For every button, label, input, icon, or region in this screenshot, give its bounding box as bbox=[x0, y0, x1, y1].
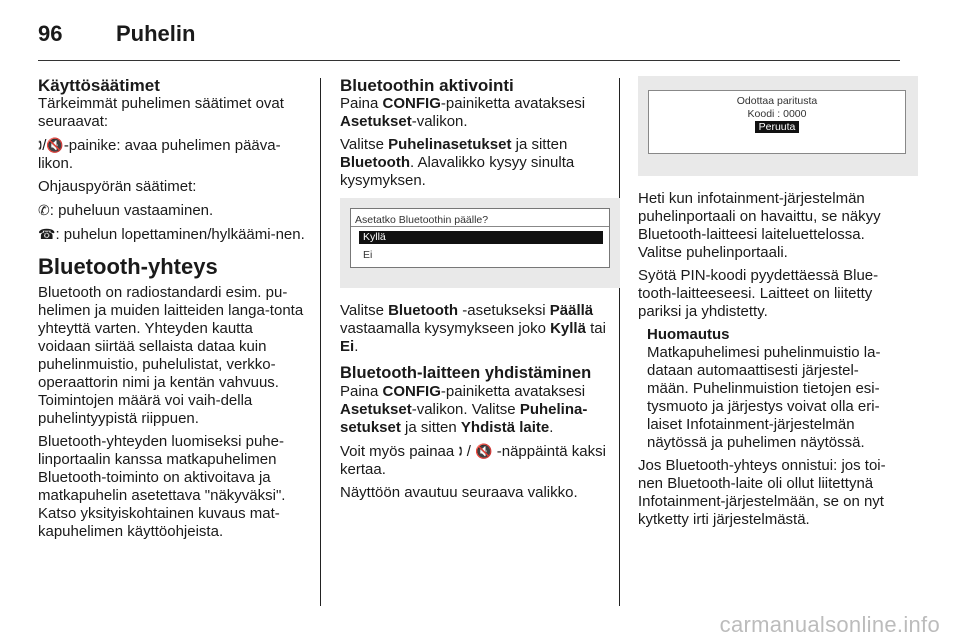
paragraph: Tärkeimmät puhelimen säätimet ovat seuraavat: bbox=[38, 95, 284, 130]
screen-option-no: Ei bbox=[363, 249, 373, 261]
steering-hangup-icon: ☎ bbox=[38, 226, 56, 242]
paragraph: Heti kun infotainment-järjestelmän puhelinportaali on havaittu, se näkyy Bluetooth-laitteesi laiteluettelossa. Valitse puhelinportaali. bbox=[638, 190, 881, 261]
section-title: Puhelin bbox=[116, 21, 196, 46]
screen-question: Asetatko Bluetoothin päälle? bbox=[355, 214, 489, 226]
screen-image-bluetooth-question bbox=[340, 198, 620, 288]
page-number: 96 bbox=[38, 21, 63, 46]
screen-frame bbox=[350, 208, 610, 268]
column-2 bbox=[340, 76, 606, 507]
mute-icon: 🔇 bbox=[46, 137, 64, 153]
paragraph: Ohjauspyörän säätimet: bbox=[38, 178, 197, 195]
heading-activation: Bluetoothin aktivointi bbox=[340, 76, 514, 95]
page-header bbox=[38, 14, 195, 54]
paragraph: Näyttöön avautuu seuraava valikko. bbox=[340, 484, 578, 501]
screen-image-pairing bbox=[638, 76, 918, 176]
paragraph: Voit myös painaa 🕽 / 🔇 -näppäintä kaksi kertaa. bbox=[340, 443, 606, 478]
paragraph: ☎: puhelun lopettaminen/hylkäämi-nen. bbox=[38, 226, 305, 243]
mute-icon: 🔇 bbox=[475, 443, 493, 459]
paragraph: Bluetooth on radiostandardi esim. pu-helimen ja muiden laitteiden langa-tonta yhteyttä varten. Yhteyden kautta voidaan siirtää sellaista dataa kuin puhelinmuistio, puhelulistat, verkko-operaattorin nimi ja kentän vahvuus. Toimintojen määrä voi vaih-della puhelintyypistä riippuen. bbox=[38, 284, 304, 427]
heading-pairing: Bluetooth-laitteen yhdistäminen bbox=[340, 364, 592, 382]
heading-bluetooth: Bluetooth-yhteys bbox=[38, 254, 218, 279]
paragraph: Valitse Bluetooth -asetukseksi Päällä vastaamalla kysymykseen joko Kyllä tai Ei. bbox=[340, 302, 606, 355]
header-rule bbox=[38, 60, 900, 61]
paragraph: Bluetooth-yhteyden luomiseksi puhe-linportaalin kanssa matkapuhelimen Bluetooth-toiminto on aktivoitava ja matkapuhelin asetettava "näkyväksi". Katso yksityiskohtainen kuvaus mat-kapuhelimen käyttöohjeista. bbox=[38, 433, 286, 540]
screen-code-text: Koodi : 0000 bbox=[747, 108, 807, 120]
column-divider bbox=[320, 78, 321, 606]
steering-answer-icon: ✆ bbox=[38, 202, 50, 218]
screen-cancel-button: Peruuta bbox=[755, 121, 800, 133]
paragraph: ✆: puheluun vastaaminen. bbox=[38, 202, 214, 219]
paragraph: Syötä PIN-koodi pyydettäessä Blue-tooth-laitteeseesi. Laitteet on liitetty pariksi ja yhdistetty. bbox=[638, 267, 879, 320]
paragraph: Paina CONFIG-painiketta avataksesi Asetukset-valikon. Valitse Puhelina-setukset ja sitten Yhdistä laite. bbox=[340, 383, 588, 436]
screen-option-yes: Kyllä bbox=[359, 231, 603, 244]
note-title: Huomautus bbox=[647, 326, 730, 343]
paragraph: Jos Bluetooth-yhteys onnistui: jos toi-nen Bluetooth-laite oli ollut liitettynä Infotainment-järjestelmään, se on nyt kytketty irti järjestelmästä. bbox=[638, 457, 886, 528]
screen-wait-text: Odottaa paritusta bbox=[736, 95, 818, 107]
screen-divider bbox=[351, 226, 609, 227]
column-divider bbox=[619, 78, 620, 606]
paragraph: Paina CONFIG-painiketta avataksesi Asetukset-valikon. bbox=[340, 95, 586, 130]
phone-icon: 🕽 bbox=[38, 137, 43, 153]
screen-frame bbox=[648, 90, 906, 154]
watermark: carmanualsonline.info bbox=[719, 612, 940, 637]
paragraph: Valitse Puhelinasetukset ja sitten Bluetooth. Alavalikko kysyy sinulta kysymyksen. bbox=[340, 136, 575, 189]
column-3 bbox=[638, 76, 900, 534]
note-text: Matkapuhelimesi puhelinmuistio la-dataan automaattisesti järjestel-mään. Puhelinmuistion tietojen esi-tysmuoto ja järjestys voivat olla eri-laiset Infotainment-järjestelmän näytössä ja puhelimen näytössä. bbox=[647, 344, 881, 451]
note-box bbox=[638, 326, 900, 452]
paragraph: 🕽/🔇-painike: avaa puhelimen pääva-likon. bbox=[38, 137, 281, 172]
column-1 bbox=[38, 76, 306, 546]
phone-icon: 🕽 bbox=[458, 443, 463, 459]
heading-controls: Käyttösäätimet bbox=[38, 76, 160, 95]
